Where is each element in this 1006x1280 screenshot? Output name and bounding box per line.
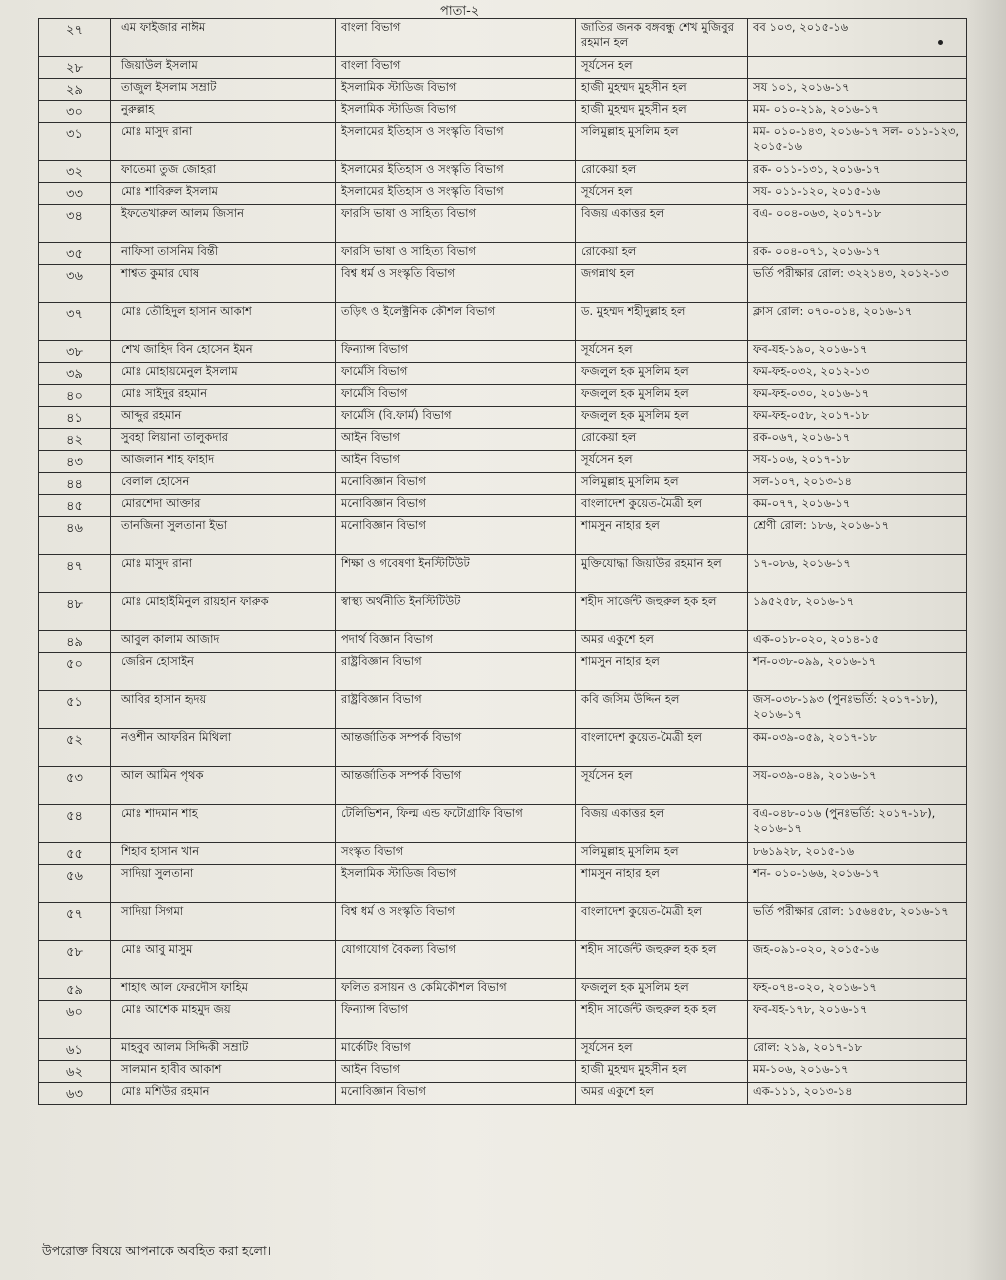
serial-cell: ৫১	[39, 691, 111, 729]
roll-cell: সয ১০১, ২০১৬-১৭	[748, 79, 967, 101]
department-cell: মনোবিজ্ঞান বিভাগ	[336, 517, 576, 555]
name-cell: আজলান শাহ ফাহাদ	[111, 451, 336, 473]
table-body	[39, 19, 967, 1105]
name-cell: মোঃ শাবিরুল ইসলাম	[111, 183, 336, 205]
name-cell: জেরিন হোসাইন	[111, 653, 336, 691]
hall-cell: সূর্যসেন হল	[576, 451, 748, 473]
name-cell: আবির হাসান হৃদয়	[111, 691, 336, 729]
table-row	[39, 363, 967, 385]
department-cell: ইসলামিক স্টাডিজ বিভাগ	[336, 865, 576, 903]
name-cell: নুরুল্লাহ	[111, 101, 336, 123]
name-cell: সুবহা লিয়ানা তালুকদার	[111, 429, 336, 451]
serial-cell: ৩০	[39, 101, 111, 123]
name-cell: সাদিয়া সিগমা	[111, 903, 336, 941]
table-row	[39, 979, 967, 1001]
name-cell: মোঃ মাসুদ রানা	[111, 555, 336, 593]
hall-cell: বাংলাদেশ কুয়েত-মৈত্রী হল	[576, 729, 748, 767]
serial-cell: ৩৪	[39, 205, 111, 243]
name-cell: আল আমিন পৃথক	[111, 767, 336, 805]
roll-cell: ১৯৫২৫৮, ২০১৬-১৭	[748, 593, 967, 631]
roll-cell: সল-১০৭, ২০১৩-১৪	[748, 473, 967, 495]
table-row	[39, 805, 967, 843]
name-cell: সালমান হাবীব আকাশ	[111, 1061, 336, 1083]
table-row	[39, 57, 967, 79]
name-cell: ইফতেখারুল আলম জিসান	[111, 205, 336, 243]
roll-cell: সয-১০৬, ২০১৭-১৮	[748, 451, 967, 473]
roll-cell: ফম-ফহ-০৩২, ২০১২-১৩	[748, 363, 967, 385]
table-row	[39, 1039, 967, 1061]
name-cell: মোঃ সাইদুর রহমান	[111, 385, 336, 407]
roll-cell: ফম-ফহ-০৩০, ২০১৬-১৭	[748, 385, 967, 407]
department-cell: ইসলামিক স্টাডিজ বিভাগ	[336, 101, 576, 123]
department-cell: ফারসি ভাষা ও সাহিত্য বিভাগ	[336, 205, 576, 243]
serial-cell: ৩৭	[39, 303, 111, 341]
table-row	[39, 593, 967, 631]
table-row	[39, 205, 967, 243]
hall-cell: হাজী মুহম্মদ মুহসীন হল	[576, 79, 748, 101]
table-row	[39, 555, 967, 593]
table-row	[39, 265, 967, 303]
hall-cell: জাতির জনক বঙ্গবন্ধু শেখ মুজিবুর রহমান হল	[576, 19, 748, 57]
department-cell: সংস্কৃত বিভাগ	[336, 843, 576, 865]
name-cell: মোঃ আশেক মাহমুদ জয়	[111, 1001, 336, 1039]
serial-cell: ৪৮	[39, 593, 111, 631]
serial-cell: ৩৬	[39, 265, 111, 303]
hall-cell: হাজী মুহম্মদ মুহসীন হল	[576, 101, 748, 123]
serial-cell: ৩৯	[39, 363, 111, 385]
name-cell: আবুল কালাম আজাদ	[111, 631, 336, 653]
hall-cell: শামসুন নাহার হল	[576, 517, 748, 555]
roll-cell: ক্লাস রোল: ০৭০-০১৪, ২০১৬-১৭	[748, 303, 967, 341]
serial-cell: ৪২	[39, 429, 111, 451]
hall-cell: সলিমুল্লাহ মুসলিম হল	[576, 473, 748, 495]
name-cell: মাহবুব আলম সিদ্দিকী সম্রাট	[111, 1039, 336, 1061]
name-cell: মোঃ মাসুদ রানা	[111, 123, 336, 161]
roll-cell: ভর্তি পরীক্ষার রোল: ৩২২১৪৩, ২০১২-১৩	[748, 265, 967, 303]
department-cell: মনোবিজ্ঞান বিভাগ	[336, 473, 576, 495]
roll-cell: ৮৬১৯২৮, ২০১৫-১৬	[748, 843, 967, 865]
roll-cell: শ্রেণী রোল: ১৮৬, ২০১৬-১৭	[748, 517, 967, 555]
department-cell: আইন বিভাগ	[336, 429, 576, 451]
department-cell: ফারসি ভাষা ও সাহিত্য বিভাগ	[336, 243, 576, 265]
roll-cell: সয- ০১১-১২০, ২০১৫-১৬	[748, 183, 967, 205]
page-shadow	[966, 0, 1006, 1280]
name-cell: শিহাব হাসান খান	[111, 843, 336, 865]
table-row	[39, 123, 967, 161]
name-cell: ফাতেমা তুজ জোহরা	[111, 161, 336, 183]
serial-cell: ৩১	[39, 123, 111, 161]
name-cell: মোঃ মোহাইমিনুল রায়হান ফারুক	[111, 593, 336, 631]
name-cell: বেলাল হোসেন	[111, 473, 336, 495]
hall-cell: বাংলাদেশ কুয়েত-মৈত্রী হল	[576, 495, 748, 517]
table-row	[39, 101, 967, 123]
serial-cell: ৫৬	[39, 865, 111, 903]
roll-cell: ফহ-০৭৪-০২০, ২০১৬-১৭	[748, 979, 967, 1001]
department-cell: পদার্থ বিজ্ঞান বিভাগ	[336, 631, 576, 653]
hall-cell: শহীদ সার্জেন্ট জহুরুল হক হল	[576, 593, 748, 631]
name-cell: তানজিনা সুলতানা ইভা	[111, 517, 336, 555]
hall-cell: ফজলুল হক মুসলিম হল	[576, 979, 748, 1001]
table-row	[39, 341, 967, 363]
department-cell: ফিন্যান্স বিভাগ	[336, 1001, 576, 1039]
name-cell: মোঃ আবু মাসুম	[111, 941, 336, 979]
department-cell: ইসলামিক স্টাডিজ বিভাগ	[336, 79, 576, 101]
roll-cell: কম-০৩৯-০৫৯, ২০১৭-১৮	[748, 729, 967, 767]
serial-cell: ৬২	[39, 1061, 111, 1083]
department-cell: ফলিত রসায়ন ও কেমিকৌশল বিভাগ	[336, 979, 576, 1001]
hall-cell: অমর একুশে হল	[576, 1083, 748, 1105]
roll-cell: ভর্তি পরীক্ষার রোল: ১৫৬৪৫৮, ২০১৬-১৭	[748, 903, 967, 941]
name-cell: তাজুল ইসলাম সম্রাট	[111, 79, 336, 101]
department-cell: আন্তর্জাতিক সম্পর্ক বিভাগ	[336, 767, 576, 805]
hall-cell: সলিমুল্লাহ মুসলিম হল	[576, 843, 748, 865]
roll-cell: মম-১০৬, ২০১৬-১৭	[748, 1061, 967, 1083]
page-number: পাতা-২	[440, 4, 480, 19]
roll-cell: রক- ০০৪-০৭১, ২০১৬-১৭	[748, 243, 967, 265]
table-row	[39, 429, 967, 451]
table-row	[39, 903, 967, 941]
table-row	[39, 653, 967, 691]
hall-cell: সূর্যসেন হল	[576, 183, 748, 205]
roll-cell: কম-০৭৭, ২০১৬-১৭	[748, 495, 967, 517]
hall-cell: মুক্তিযোদ্ধা জিয়াউর রহমান হল	[576, 555, 748, 593]
department-cell: টেলিভিশন, ফিল্ম এন্ড ফটোগ্রাফি বিভাগ	[336, 805, 576, 843]
name-cell: নাফিসা তাসনিম বিন্তী	[111, 243, 336, 265]
table-row	[39, 243, 967, 265]
serial-cell: ৫৪	[39, 805, 111, 843]
table-row	[39, 79, 967, 101]
department-cell: ফার্মেসি বিভাগ	[336, 363, 576, 385]
department-cell: বাংলা বিভাগ	[336, 19, 576, 57]
roll-cell: ফব-যহ-১৯০, ২০১৬-১৭	[748, 341, 967, 363]
hall-cell: শহীদ সার্জেন্ট জহুরুল হক হল	[576, 941, 748, 979]
hall-cell: শামসুন নাহার হল	[576, 865, 748, 903]
serial-cell: ৬৩	[39, 1083, 111, 1105]
table-row	[39, 865, 967, 903]
serial-cell: ৫৮	[39, 941, 111, 979]
table-row	[39, 1001, 967, 1039]
hall-cell: ফজলুল হক মুসলিম হল	[576, 407, 748, 429]
serial-cell: ৪৭	[39, 555, 111, 593]
roll-cell: ফব-যহ-১৭৮, ২০১৬-১৭	[748, 1001, 967, 1039]
department-cell: তড়িৎ ও ইলেক্ট্রনিক কৌশল বিভাগ	[336, 303, 576, 341]
roll-cell: মম- ০১০-২১৯, ২০১৬-১৭	[748, 101, 967, 123]
table-row	[39, 631, 967, 653]
serial-cell: ৪৯	[39, 631, 111, 653]
table-row	[39, 385, 967, 407]
roll-cell	[748, 57, 967, 79]
table-row	[39, 1083, 967, 1105]
serial-cell: ৫২	[39, 729, 111, 767]
department-cell: আন্তর্জাতিক সম্পর্ক বিভাগ	[336, 729, 576, 767]
name-cell: মোঃ শাদমান শাহ	[111, 805, 336, 843]
roll-cell: এক-১১১, ২০১৩-১৪	[748, 1083, 967, 1105]
roll-cell: জস-০৩৮-১৯৩ (পুনঃভর্তি: ২০১৭-১৮), ২০১৬-১৭	[748, 691, 967, 729]
hall-cell: বিজয় একাত্তর হল	[576, 805, 748, 843]
department-cell: যোগাযোগ বৈকল্য বিভাগ	[336, 941, 576, 979]
hall-cell: ফজলুল হক মুসলিম হল	[576, 363, 748, 385]
department-cell: বাংলা বিভাগ	[336, 57, 576, 79]
table-row	[39, 767, 967, 805]
serial-cell: ৫৯	[39, 979, 111, 1001]
table-row	[39, 407, 967, 429]
table-row	[39, 843, 967, 865]
table-row	[39, 473, 967, 495]
serial-cell: ৪১	[39, 407, 111, 429]
hall-cell: সূর্যসেন হল	[576, 341, 748, 363]
name-cell: সাদিয়া সুলতানা	[111, 865, 336, 903]
table-row	[39, 19, 967, 57]
hall-cell: সূর্যসেন হল	[576, 1039, 748, 1061]
serial-cell: ৪৩	[39, 451, 111, 473]
table-row	[39, 691, 967, 729]
name-cell: আব্দুর রহমান	[111, 407, 336, 429]
footer-note: উপরোক্ত বিষয়ে আপনাকে অবহিত করা হলো।	[42, 1243, 272, 1258]
serial-cell: ৪৪	[39, 473, 111, 495]
department-cell: ফার্মেসি (বি.ফার্ম) বিভাগ	[336, 407, 576, 429]
department-cell: ইসলামের ইতিহাস ও সংস্কৃতি বিভাগ	[336, 123, 576, 161]
hall-cell: সূর্যসেন হল	[576, 57, 748, 79]
name-cell: জিয়াউল ইসলাম	[111, 57, 336, 79]
department-cell: মনোবিজ্ঞান বিভাগ	[336, 495, 576, 517]
department-cell: বিশ্ব ধর্ম ও সংস্কৃতি বিভাগ	[336, 903, 576, 941]
serial-cell: ২৯	[39, 79, 111, 101]
serial-cell: ৬১	[39, 1039, 111, 1061]
roll-cell: বএ-০৪৮-০১৬ (পুনঃভর্তি: ২০১৭-১৮), ২০১৬-১৭	[748, 805, 967, 843]
hall-cell: রোকেয়া হল	[576, 161, 748, 183]
serial-cell: ৩৫	[39, 243, 111, 265]
name-cell: মোঃ মশিউর রহমান	[111, 1083, 336, 1105]
hall-cell: শহীদ সার্জেন্ট জহুরুল হক হল	[576, 1001, 748, 1039]
roll-cell: বব ১০৩, ২০১৫-১৬	[748, 19, 967, 57]
serial-cell: ৩২	[39, 161, 111, 183]
roll-cell: সয-০৩৯-০৪৯, ২০১৬-১৭	[748, 767, 967, 805]
department-cell: ইসলামের ইতিহাস ও সংস্কৃতি বিভাগ	[336, 161, 576, 183]
serial-cell: ২৮	[39, 57, 111, 79]
name-cell: এম ফাইজার নাঈম	[111, 19, 336, 57]
serial-cell: ৪৫	[39, 495, 111, 517]
serial-cell: ৬০	[39, 1001, 111, 1039]
department-cell: ফিন্যান্স বিভাগ	[336, 341, 576, 363]
hall-cell: বাংলাদেশ কুয়েত-মৈত্রী হল	[576, 903, 748, 941]
roll-cell: শন- ০১০-১৬৬, ২০১৬-১৭	[748, 865, 967, 903]
name-cell: মোঃ তৌহিদুল হাসান আকাশ	[111, 303, 336, 341]
hall-cell: হাজী মুহম্মদ মুহসীন হল	[576, 1061, 748, 1083]
hall-cell: বিজয় একাত্তর হল	[576, 205, 748, 243]
department-cell: বিশ্ব ধর্ম ও সংস্কৃতি বিভাগ	[336, 265, 576, 303]
roll-cell: রক-০৬৭, ২০১৬-১৭	[748, 429, 967, 451]
serial-cell: ৫৩	[39, 767, 111, 805]
hall-cell: ড. মুহম্মদ শহীদুল্লাহ হল	[576, 303, 748, 341]
roll-cell: এক-০১৮-০২০, ২০১৪-১৫	[748, 631, 967, 653]
hall-cell: সূর্যসেন হল	[576, 767, 748, 805]
hall-cell: জগন্নাথ হল	[576, 265, 748, 303]
roll-cell: বএ- ০০৪-০৬৩, ২০১৭-১৮	[748, 205, 967, 243]
serial-cell: ৪০	[39, 385, 111, 407]
table-row	[39, 161, 967, 183]
serial-cell: ৩৩	[39, 183, 111, 205]
department-cell: আইন বিভাগ	[336, 1061, 576, 1083]
hall-cell: কবি জসিম উদ্দিন হল	[576, 691, 748, 729]
roll-cell: মম- ০১০-১৪৩, ২০১৬-১৭ সল- ০১১-১২৩, ২০১৫-১৬	[748, 123, 967, 161]
hall-cell: সলিমুল্লাহ মুসলিম হল	[576, 123, 748, 161]
serial-cell: ৪৬	[39, 517, 111, 555]
name-cell: শেখ জাহিদ বিন হোসেন ইমন	[111, 341, 336, 363]
hall-cell: শামসুন নাহার হল	[576, 653, 748, 691]
department-cell: রাষ্ট্রবিজ্ঞান বিভাগ	[336, 691, 576, 729]
name-cell: মোঃ মোহায়মেনুল ইসলাম	[111, 363, 336, 385]
hall-cell: রোকেয়া হল	[576, 429, 748, 451]
table-row	[39, 517, 967, 555]
hall-cell: অমর একুশে হল	[576, 631, 748, 653]
student-list-table	[38, 18, 967, 1105]
department-cell: ফার্মেসি বিভাগ	[336, 385, 576, 407]
department-cell: শিক্ষা ও গবেষণা ইনস্টিটিউট	[336, 555, 576, 593]
roll-cell: রক- ০১১-১৩১, ২০১৬-১৭	[748, 161, 967, 183]
serial-cell: ৩৮	[39, 341, 111, 363]
department-cell: মনোবিজ্ঞান বিভাগ	[336, 1083, 576, 1105]
hall-cell: রোকেয়া হল	[576, 243, 748, 265]
department-cell: রাষ্ট্রবিজ্ঞান বিভাগ	[336, 653, 576, 691]
roll-cell: জহ-০৯১-০২০, ২০১৫-১৬	[748, 941, 967, 979]
name-cell: শাশ্বত কুমার ঘোষ	[111, 265, 336, 303]
table-row	[39, 729, 967, 767]
table-row	[39, 303, 967, 341]
table-row	[39, 183, 967, 205]
serial-cell: ৫৭	[39, 903, 111, 941]
table-row	[39, 941, 967, 979]
serial-cell: ২৭	[39, 19, 111, 57]
name-cell: শাহাৎ আল ফেরদৌস ফাহিম	[111, 979, 336, 1001]
serial-cell: ৫৫	[39, 843, 111, 865]
roll-cell: রোল: ২১৯, ২০১৭-১৮	[748, 1039, 967, 1061]
roll-cell: ১৭-০৮৬, ২০১৬-১৭	[748, 555, 967, 593]
name-cell: মোরশেদা আক্তার	[111, 495, 336, 517]
serial-cell: ৫০	[39, 653, 111, 691]
department-cell: মার্কেটিং বিভাগ	[336, 1039, 576, 1061]
name-cell: নওশীন আফরিন মিথিলা	[111, 729, 336, 767]
roll-cell: শন-০৩৮-০৯৯, ২০১৬-১৭	[748, 653, 967, 691]
table-row	[39, 495, 967, 517]
table-row	[39, 451, 967, 473]
roll-cell: ফম-ফহ-০৫৮, ২০১৭-১৮	[748, 407, 967, 429]
table-row	[39, 1061, 967, 1083]
hall-cell: ফজলুল হক মুসলিম হল	[576, 385, 748, 407]
department-cell: আইন বিভাগ	[336, 451, 576, 473]
department-cell: স্বাস্থ্য অর্থনীতি ইনস্টিটিউট	[336, 593, 576, 631]
department-cell: ইসলামের ইতিহাস ও সংস্কৃতি বিভাগ	[336, 183, 576, 205]
